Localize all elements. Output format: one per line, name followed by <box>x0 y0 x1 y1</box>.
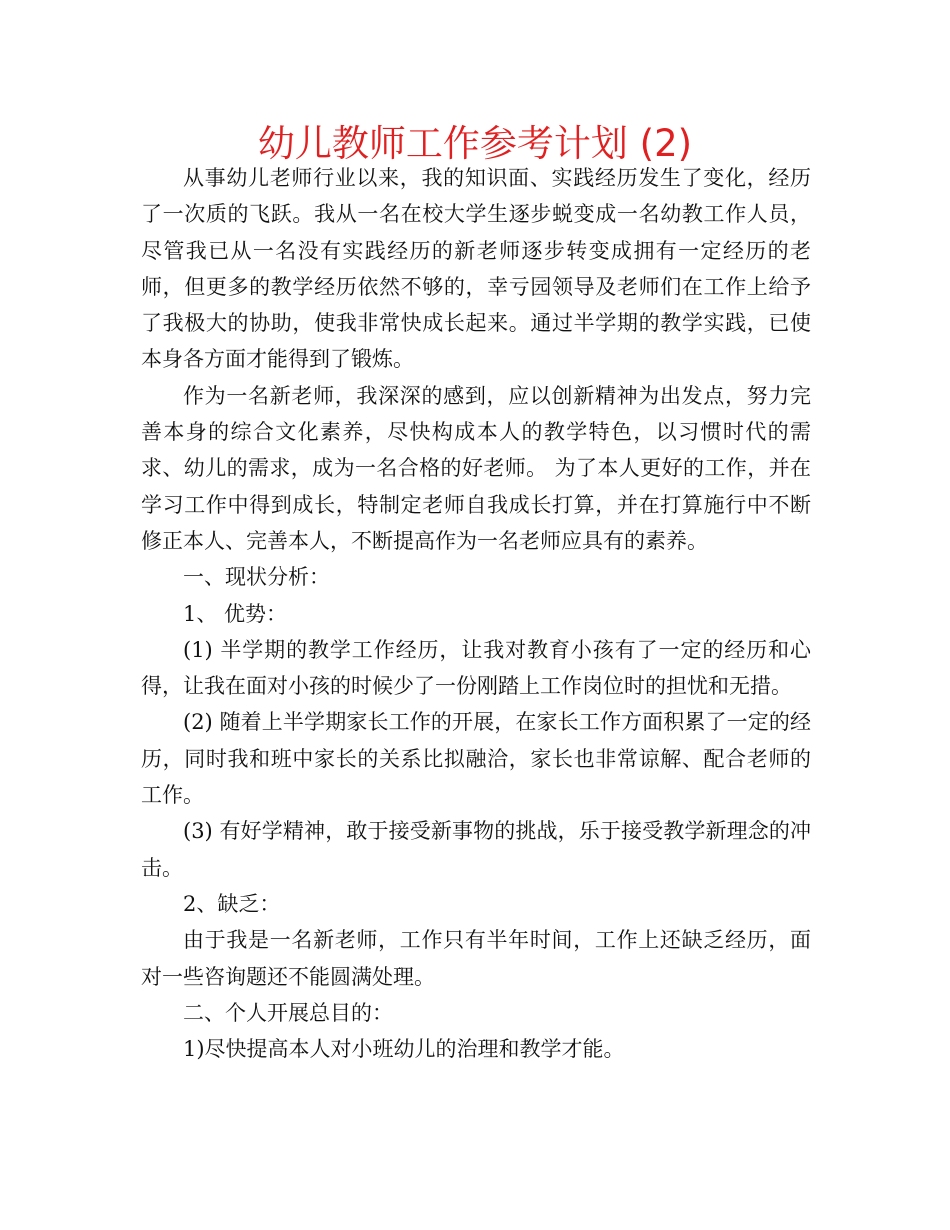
paragraph-goal-1: 1)尽快提高本人对小班幼儿的治理和教学才能。 <box>183 1037 625 1062</box>
heading-advantages: 1、 优势： <box>183 601 288 626</box>
paragraph-goal: 作为一名新老师，我深深的感到，应以创新精神为出发点，努力完善本身的综合文化素养，尽快构成本人的教学特色，以习惯时代的需求、幼儿的需求，成为一名合格的好老师。 为了本人更好的工作，并在学习工作中得到成长，特制定老师自我成长打算，并在打算施行中不断修正本人、完善本人，不断提高作为一名老师应具有的素养。 <box>141 383 811 553</box>
paragraph-advantage-3: (3) 有好学精神，敢于接受新事物的挑战，乐于接受教学新理念的冲击。 <box>141 819 811 880</box>
paragraph-shortcomings: 由于我是一名新老师，工作只有半年时间，工作上还缺乏经历，面对一些咨询题还不能圆满处理。 <box>141 928 811 989</box>
heading-overall-goal: 二、个人开展总目的： <box>183 1000 393 1025</box>
document-title: 幼儿教师工作参考计划 (2) <box>257 122 693 165</box>
heading-status-analysis: 一、现状分析： <box>183 565 330 590</box>
paragraph-advantage-1: (1) 半学期的教学工作经历，让我对教育小孩有了一定的经历和心得，让我在面对小孩的时候少了一份刚踏上工作岗位时的担忧和无措。 <box>141 637 811 699</box>
heading-shortcomings: 2、缺乏： <box>183 891 281 916</box>
paragraph-advantage-2: (2) 随着上半学期家长工作的开展，在家长工作方面积累了一定的经历，同时我和班中家长的关系比拟融洽，家长也非常谅解、配合老师的工作。 <box>141 710 811 808</box>
paragraph-intro: 从事幼儿老师行业以来，我的知识面、实践经历发生了变化，经历了一次质的飞跃。我从一名在校大学生逐步蜕变成一名幼教工作人员，尽管我已从一名没有实践经历的新老师逐步转变成拥有一定经历的老师，但更多的教学经历依然不够的，幸亏园领导及老师们在工作上给予了我极大的协助，使我非常快成长起来。通过半学期的教学实践，已使本身各方面才能得到了锻炼。 <box>141 166 811 372</box>
document-body <box>141 160 811 1067</box>
